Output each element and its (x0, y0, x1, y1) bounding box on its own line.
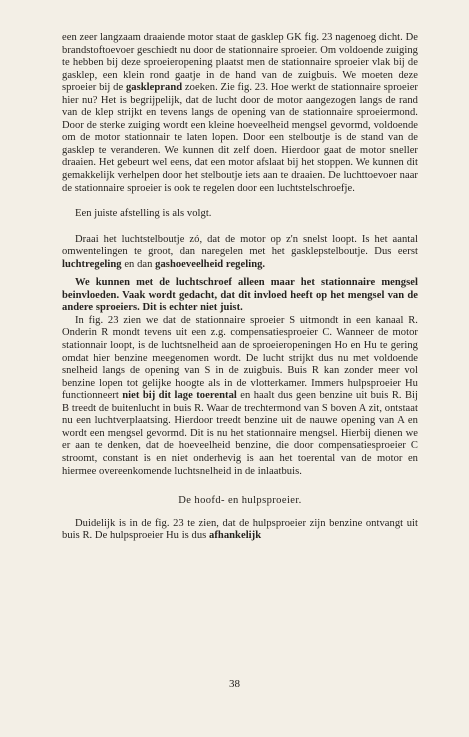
body-text (62, 32, 418, 543)
paragraph: Draai het luchtstelboutje zó, dat de motor op z'n snelst loopt. Is het aantal omwentelingen te groot, dan naregelen met het gasklepstelboutje. Dus eerst luchtregeling en dan gashoeveelheid regeling. (62, 233, 418, 270)
emphasis: afhankelijk (209, 530, 262, 542)
emphasis: luchtregeling (62, 258, 122, 270)
paragraph: In fig. 23 zien we dat de stationnaire sproeier S uitmondt in een kanaal R. Onderin R mondt tevens uit een z.g. compensatiesproeier C. Wanneer de motor stationnair loopt, is de luchtsnelheid aan de sproeieropeningen Ho en Hu te gering omdat hier benzine meegenomen wordt. De lucht strijkt dus nu met voldoende snelheid langs de opening van S in de zuigbuis. Buis R kan zonder meer vol benzine lopen tot gelijke hoogte als in de vlotterkamer. Immers hulpsproeier Hu functionneert niet bij dit lage toerental en haalt dus geen benzine uit buis R. Bij B treedt de buitenlucht in buis R. Waar de trechtermond van S boven A zit, ontstaat nu een luchtverplaatsing. Hierdoor treedt benzine uit de nauwe opening van A en wordt een mengsel gevormd. Dit is nu het stationnaire mengsel. Hierbij dienen we er aan te denken, dat de hoeveelheid benzine, die door compensatiesproeier C stroomt, constant is en niet onderhevig is aan het toerental van de motor en hiermee overeenkomende luchtsnelheid in de inlaatbuis. (62, 314, 419, 477)
emphasis: gaskleprand (125, 82, 183, 94)
emphasis: gashoeveelheid regeling. (155, 258, 266, 270)
emphasis: niet bij dit lage toerental (122, 390, 237, 402)
paragraph: Duidelijk is in de fig. 23 te zien, dat de hulpsproeier zijn benzine ontvangt uit buis R. De hulpsproeier Hu is dus afhankelijk (62, 517, 418, 542)
paragraph: een zeer langzaam draaiende motor staat de gasklep GK fig. 23 nagenoeg dicht. De brandstoftoevoer geschiedt nu door de stationnaire sproeier. Om voldoende zuiging te hebben bij deze sproeieropening plaatst men de stationnaire sproeier vlak bij de gasklep, een klein rond gaatje in de hand van de zuigbuis. We moeten deze sproeier bij de gaskleprand zoeken. Zie fig. 23. Hoe werkt de stationnaire sproeier hier nu? Het is begrijpelijk, dat de lucht door de motor aangezogen langs de rand van de klep strijkt en tevens langs de opening van de stationnaire sproeiermond. Door de sterke zuiging wordt een kleine hoeveelheid mengsel gevormd, voldoende om de motor stationnair te laten lopen. Door een stelboutje is de stand van de gasklep te veranderen. We kunnen dit zelf doen. Hierdoor gaat de motor sneller draaien. Het gebeurt wel eens, dat een motor afslaat bij het stoppen. We kunnen dit gemakkelijk verhelpen door het stelboutje iets aan te draaien. De luchttoevoer naar de stationnaire sproeier is ook te regelen door een luchtstelschroefje. (62, 32, 418, 194)
paragraph: Een juiste afstelling is als volgt. (75, 208, 212, 220)
section-heading: De hoofd- en hulpsproeier. (178, 495, 302, 507)
page-number: 38 (229, 678, 240, 690)
paragraph-bold: We kunnen met de luchtschroef alleen maar het stationnaire mengsel beinvloeden. Vaak wordt gedacht, dat dit invloed heeft op het mengsel van de andere sproeiers. Dit is echter niet juist. (62, 277, 418, 314)
